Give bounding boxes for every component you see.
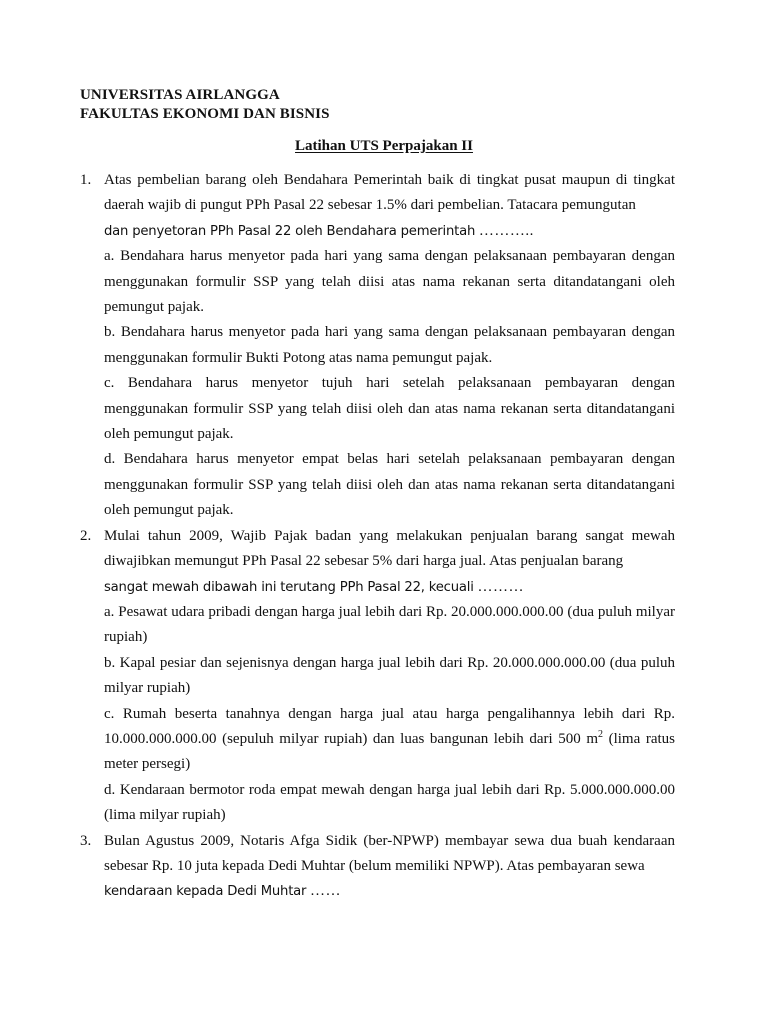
- option-c-text: c. Rumah beserta tanahnya dengan harga jual atau harga pengalihannya lebih dari Rp. 10.000.000.000.00 (sepuluh milyar rupiah) dan luas bangunan lebih dari 500 m: [104, 705, 675, 747]
- option-d: d. Kendaraan bermotor roda empat mewah dengan harga jual lebih dari Rp. 5.000.000.000.00 (lima milyar rupiah): [104, 781, 675, 824]
- option-b: b. Kapal pesiar dan sejenisnya dengan harga jual lebih dari Rp. 20.000.000.000.00 (dua puluh milyar rupiah): [104, 654, 675, 697]
- question-number: 3.: [80, 832, 92, 849]
- option-b: b. Bendahara harus menyetor pada hari yang sama dengan pelaksanaan pembayaran dengan menggunakan formulir Bukti Potong atas nama pemungut pajak.: [104, 324, 675, 366]
- question-2: [80, 524, 675, 829]
- option-a: a. Pesawat udara pribadi dengan harga jual lebih dari Rp. 20.000.000.000.00 (dua puluh milyar rupiah): [104, 603, 675, 646]
- answer-blank: ………..: [478, 222, 534, 239]
- question-text: [104, 829, 675, 905]
- option-d: d. Bendahara harus menyetor empat belas hari setelah pelaksanaan pembayaran dengan menggunakan formulir SSP yang telah diisi oleh dan atas nama rekanan serta ditandatangani oleh pemungut pajak.: [104, 451, 675, 519]
- document-title: Latihan UTS Perpajakan II: [295, 138, 473, 154]
- faculty-name: FAKULTAS EKONOMI DAN BISNIS: [80, 106, 330, 122]
- question-text: [104, 168, 675, 244]
- question-number: 1.: [80, 172, 92, 188]
- university-name: UNIVERSITAS AIRLANGGA: [80, 87, 280, 103]
- question-text: [104, 524, 675, 600]
- question-text-tail: sangat mewah dibawah ini terutang PPh Pasal 22, kecuali: [104, 579, 474, 595]
- question-text-tail: kendaraan kepada Dedi Muhtar: [104, 884, 307, 900]
- superscript: 2: [598, 728, 604, 740]
- question-text-tail: dan penyetoran PPh Pasal 22 oleh Bendahara pemerintah: [104, 223, 476, 239]
- question-text-main: Mulai tahun 2009, Wajib Pajak badan yang melakukan penjualan barang sangat mewah diwajibkan memungut PPh Pasal 22 sebesar 5% dari harga jual. Atas penjualan barang: [104, 527, 675, 570]
- option-c: c. Bendahara harus menyetor tujuh hari setelah pelaksanaan pembayaran dengan menggunakan formulir SSP yang telah diisi oleh dan atas nama rekanan serta ditandatangani oleh pemungut pajak.: [104, 375, 675, 443]
- option-a: a. Bendahara harus menyetor pada hari yang sama dengan pelaksanaan pembayaran dengan menggunakan formulir SSP yang telah diisi atas nama rekanan serta ditandatangani oleh pemungut pajak.: [104, 248, 675, 316]
- question-3: [80, 829, 675, 905]
- answer-blank: ………: [477, 578, 524, 595]
- question-text-main: Atas pembelian barang oleh Bendahara Pemerintah baik di tingkat pusat maupun di tingkat daerah wajib di pungut PPh Pasal 22 sebesar 1.5% dari pembelian. Tatacara pemungutan: [104, 172, 675, 214]
- question-1: [80, 168, 675, 524]
- question-number: 2.: [80, 527, 92, 544]
- question-text-main: Bulan Agustus 2009, Notaris Afga Sidik (ber-NPWP) membayar sewa dua buah kendaraan sebesar Rp. 10 juta kepada Dedi Muhtar (belum memiliki NPWP). Atas pembayaran sewa: [104, 832, 675, 874]
- option-c-tail: (lima ratus meter persegi): [104, 730, 675, 773]
- document-header: [80, 86, 330, 124]
- question-list: [80, 168, 675, 905]
- option-c: [104, 702, 675, 778]
- answer-blank: ……: [310, 883, 342, 900]
